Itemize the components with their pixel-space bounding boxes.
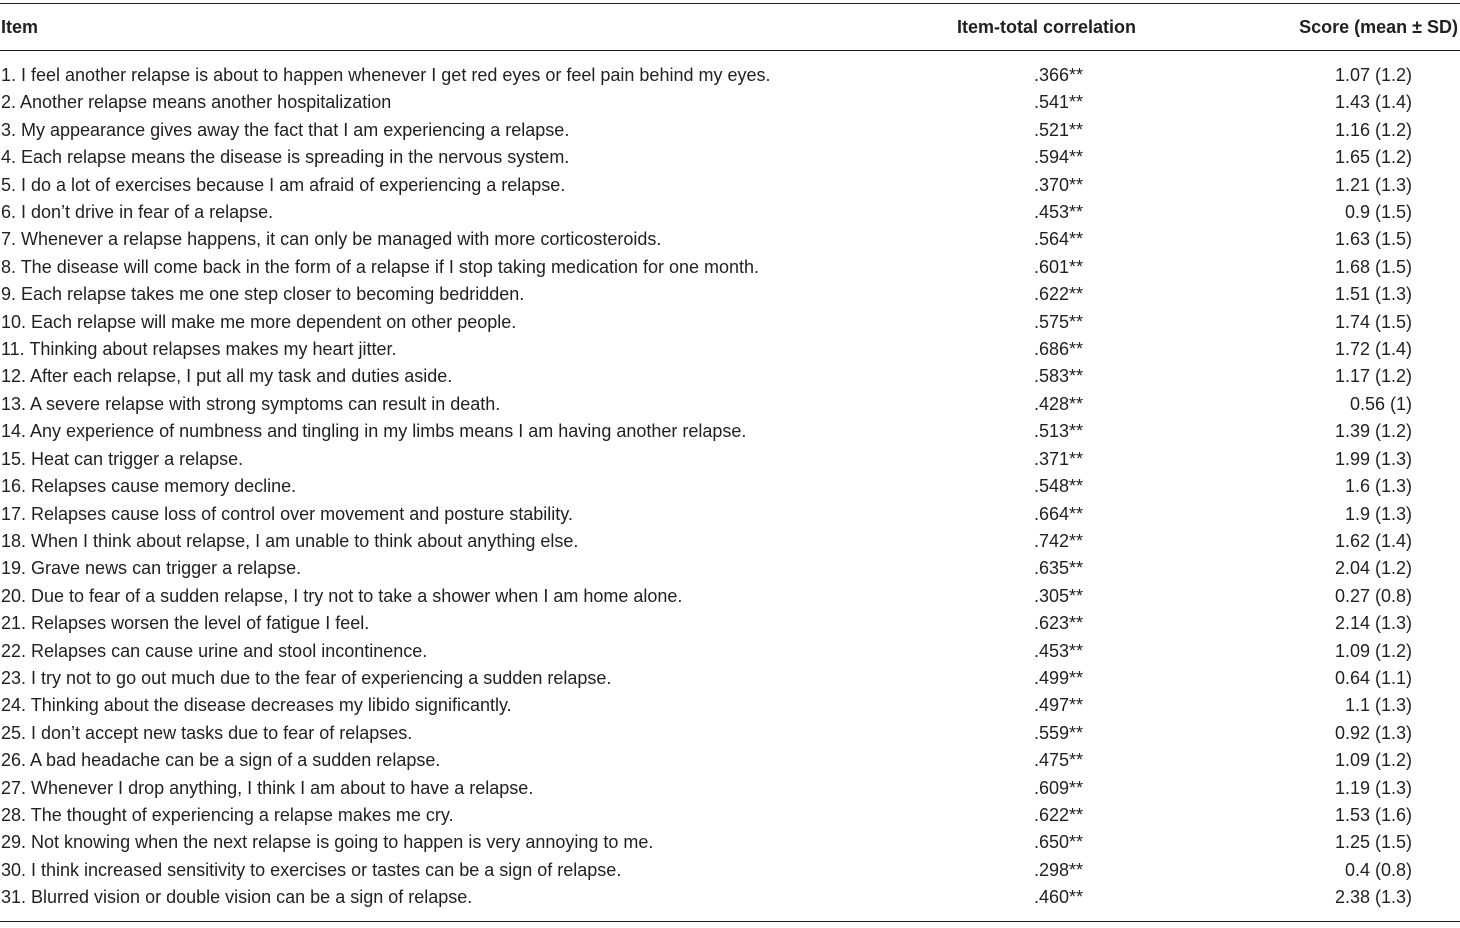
item-text-cell: 21. Relapses worsen the level of fatigue I feel.: [1, 613, 370, 634]
item-total-correlation-cell: .601**: [1034, 256, 1084, 277]
score-mean-sd-cell: 0.27 (0.8): [1334, 585, 1412, 606]
item-total-correlation-cell: .475**: [1034, 750, 1084, 771]
item-text-cell: 3. My appearance gives away the fact that I am experiencing a relapse.: [1, 119, 570, 140]
table-row: [0, 857, 1460, 884]
score-mean-sd-cell: 1.19 (1.3): [1334, 777, 1412, 798]
item-text-cell: 28. The thought of experiencing a relapse makes me cry.: [1, 804, 454, 825]
score-mean-sd-cell: 1.39 (1.2): [1334, 421, 1412, 442]
score-mean-sd-cell: 1.1 (1.3): [1344, 695, 1412, 716]
table-row: [0, 610, 1460, 637]
score-mean-sd-cell: 1.63 (1.5): [1334, 229, 1412, 250]
table-row: [0, 775, 1460, 802]
item-total-correlation-cell: .583**: [1034, 366, 1084, 387]
item-total-correlation-cell: .650**: [1034, 832, 1084, 853]
item-total-correlation-cell: .521**: [1034, 119, 1084, 140]
header-item: Item: [0, 4, 930, 51]
item-text-cell: 29. Not knowing when the next relapse is going to happen is very annoying to me.: [1, 832, 654, 853]
item-total-correlation-cell: .371**: [1034, 448, 1084, 469]
table-row: [0, 309, 1460, 336]
score-mean-sd-cell: 1.09 (1.2): [1334, 750, 1412, 771]
table-row: [0, 281, 1460, 308]
item-total-correlation-cell: .635**: [1034, 558, 1084, 579]
table-row: [0, 89, 1460, 116]
item-text-cell: 12. After each relapse, I put all my task and duties aside.: [1, 366, 453, 387]
table-body: [0, 51, 1460, 922]
table-header: [0, 4, 1460, 51]
item-text-cell: 15. Heat can trigger a relapse.: [1, 448, 244, 469]
score-mean-sd-cell: 1.17 (1.2): [1334, 366, 1412, 387]
item-text-cell: 4. Each relapse means the disease is spreading in the nervous system.: [1, 147, 570, 168]
table-row: [0, 692, 1460, 719]
score-mean-sd-cell: 0.64 (1.1): [1334, 667, 1412, 688]
item-total-correlation-cell: .609**: [1034, 777, 1084, 798]
table-row: [0, 473, 1460, 500]
item-text-cell: 5. I do a lot of exercises because I am afraid of experiencing a relapse.: [1, 174, 566, 195]
table-row: [0, 226, 1460, 253]
item-total-correlation-cell: .513**: [1034, 421, 1084, 442]
item-total-correlation-cell: .664**: [1034, 503, 1084, 524]
table-row: [0, 446, 1460, 473]
item-total-correlation-cell: .298**: [1034, 859, 1084, 880]
item-total-correlation-cell: .548**: [1034, 476, 1084, 497]
table-row: [0, 172, 1460, 199]
table-row: [0, 528, 1460, 555]
item-total-correlation-cell: .453**: [1034, 202, 1084, 223]
score-mean-sd-cell: 1.07 (1.2): [1334, 65, 1412, 85]
item-total-correlation-cell: .622**: [1034, 284, 1084, 305]
table-row: [0, 555, 1460, 582]
item-total-correlation-cell: .686**: [1034, 339, 1084, 360]
table-row: [0, 391, 1460, 418]
item-total-correlation-cell: .428**: [1034, 393, 1084, 414]
item-text-cell: 9. Each relapse takes me one step closer to becoming bedridden.: [1, 284, 525, 305]
table-row: [0, 829, 1460, 856]
item-text-cell: 1. I feel another relapse is about to happen whenever I get red eyes or feel pain behind my eyes.: [1, 65, 771, 85]
item-total-correlation-cell: .366**: [1034, 65, 1084, 85]
score-mean-sd-cell: 0.9 (1.5): [1344, 202, 1412, 223]
item-text-cell: 10. Each relapse will make me more dependent on other people.: [1, 311, 517, 332]
item-total-correlation-cell: .370**: [1034, 174, 1084, 195]
item-total-correlation-cell: .559**: [1034, 722, 1084, 743]
table-row: [0, 501, 1460, 528]
table-row: [0, 117, 1460, 144]
table-row: [0, 418, 1460, 445]
item-statistics-table: [0, 3, 1460, 922]
score-mean-sd-cell: 1.09 (1.2): [1334, 640, 1412, 661]
score-mean-sd-cell: 1.99 (1.3): [1334, 448, 1412, 469]
score-mean-sd-cell: 2.14 (1.3): [1334, 613, 1412, 634]
item-total-correlation-cell: .564**: [1034, 229, 1084, 250]
table-row: [0, 199, 1460, 226]
item-text-cell: 16. Relapses cause memory decline.: [1, 476, 297, 497]
item-text-cell: 24. Thinking about the disease decreases my libido significantly.: [1, 695, 512, 716]
item-text-cell: 19. Grave news can trigger a relapse.: [1, 558, 302, 579]
score-mean-sd-cell: 2.04 (1.2): [1334, 558, 1412, 579]
table-row: [0, 747, 1460, 774]
item-text-cell: 14. Any experience of numbness and tingling in my limbs means I am having another relapse.: [1, 421, 747, 442]
item-text-cell: 11. Thinking about relapses makes my heart jitter.: [1, 339, 397, 360]
score-mean-sd-cell: 0.4 (0.8): [1344, 859, 1412, 880]
item-text-cell: 17. Relapses cause loss of control over movement and posture stability.: [1, 503, 573, 524]
table-row: [0, 336, 1460, 363]
score-mean-sd-cell: 2.38 (1.3): [1334, 887, 1412, 908]
score-mean-sd-cell: 1.65 (1.2): [1334, 147, 1412, 168]
item-text-cell: 6. I don’t drive in fear of a relapse.: [1, 202, 274, 223]
item-total-correlation-cell: .497**: [1034, 695, 1084, 716]
score-mean-sd-cell: 1.16 (1.2): [1334, 119, 1412, 140]
item-text-cell: 30. I think increased sensitivity to exercises or tastes can be a sign of relapse.: [1, 859, 622, 880]
table-row: [0, 51, 1460, 90]
item-text-cell: 8. The disease will come back in the form of a relapse if I stop taking medication for one month.: [1, 256, 760, 277]
table-row: [0, 665, 1460, 692]
item-text-cell: 31. Blurred vision or double vision can be a sign of relapse.: [1, 887, 473, 908]
item-total-correlation-cell: .594**: [1034, 147, 1084, 168]
item-total-correlation-cell: .499**: [1034, 667, 1084, 688]
score-mean-sd-cell: 1.6 (1.3): [1344, 476, 1412, 497]
score-mean-sd-cell: 1.25 (1.5): [1334, 832, 1412, 853]
table-row: [0, 144, 1460, 171]
score-mean-sd-cell: 1.72 (1.4): [1334, 339, 1412, 360]
table-row: [0, 583, 1460, 610]
table-row: [0, 884, 1460, 921]
table-bottom-rule: [0, 921, 1460, 922]
item-total-correlation-cell: .575**: [1034, 311, 1084, 332]
header-row: [0, 4, 1460, 51]
item-total-correlation-cell: .541**: [1034, 92, 1084, 113]
table-row: [0, 802, 1460, 829]
header-score: Score (mean ± SD): [1230, 4, 1460, 51]
score-mean-sd-cell: 1.74 (1.5): [1334, 311, 1412, 332]
item-text-cell: 2. Another relapse means another hospitalization: [1, 92, 392, 113]
item-total-correlation-cell: .453**: [1034, 640, 1084, 661]
item-text-cell: 22. Relapses can cause urine and stool incontinence.: [1, 640, 428, 661]
item-text-cell: 7. Whenever a relapse happens, it can only be managed with more corticosteroids.: [1, 229, 662, 250]
score-mean-sd-cell: 1.51 (1.3): [1334, 284, 1412, 305]
score-mean-sd-cell: 1.21 (1.3): [1334, 174, 1412, 195]
item-text-cell: 27. Whenever I drop anything, I think I am about to have a relapse.: [1, 777, 534, 798]
header-correlation: Item-total correlation: [930, 4, 1230, 51]
item-text-cell: 25. I don’t accept new tasks due to fear of relapses.: [1, 722, 413, 743]
score-mean-sd-cell: 1.53 (1.6): [1334, 804, 1412, 825]
results-table-container: [0, 3, 1460, 928]
item-text-cell: 20. Due to fear of a sudden relapse, I try not to take a shower when I am home alone.: [1, 585, 683, 606]
score-mean-sd-cell: 0.56 (1): [1349, 393, 1412, 414]
item-text-cell: 26. A bad headache can be a sign of a sudden relapse.: [1, 750, 441, 771]
score-mean-sd-cell: 1.62 (1.4): [1334, 530, 1412, 551]
item-text-cell: 18. When I think about relapse, I am unable to think about anything else.: [1, 530, 579, 551]
score-mean-sd-cell: 1.9 (1.3): [1344, 503, 1412, 524]
item-text-cell: 13. A severe relapse with strong symptoms can result in death.: [1, 393, 501, 414]
score-mean-sd-cell: 1.43 (1.4): [1334, 92, 1412, 113]
item-total-correlation-cell: .460**: [1034, 887, 1084, 908]
table-row: [0, 638, 1460, 665]
score-mean-sd-cell: 1.68 (1.5): [1334, 256, 1412, 277]
item-total-correlation-cell: .305**: [1034, 585, 1084, 606]
item-total-correlation-cell: .623**: [1034, 613, 1084, 634]
table-row: [0, 254, 1460, 281]
table-row: [0, 720, 1460, 747]
item-total-correlation-cell: .622**: [1034, 804, 1084, 825]
item-text-cell: 23. I try not to go out much due to the fear of experiencing a sudden relapse.: [1, 667, 612, 688]
item-total-correlation-cell: .742**: [1034, 530, 1084, 551]
table-row: [0, 363, 1460, 390]
score-mean-sd-cell: 0.92 (1.3): [1334, 722, 1412, 743]
